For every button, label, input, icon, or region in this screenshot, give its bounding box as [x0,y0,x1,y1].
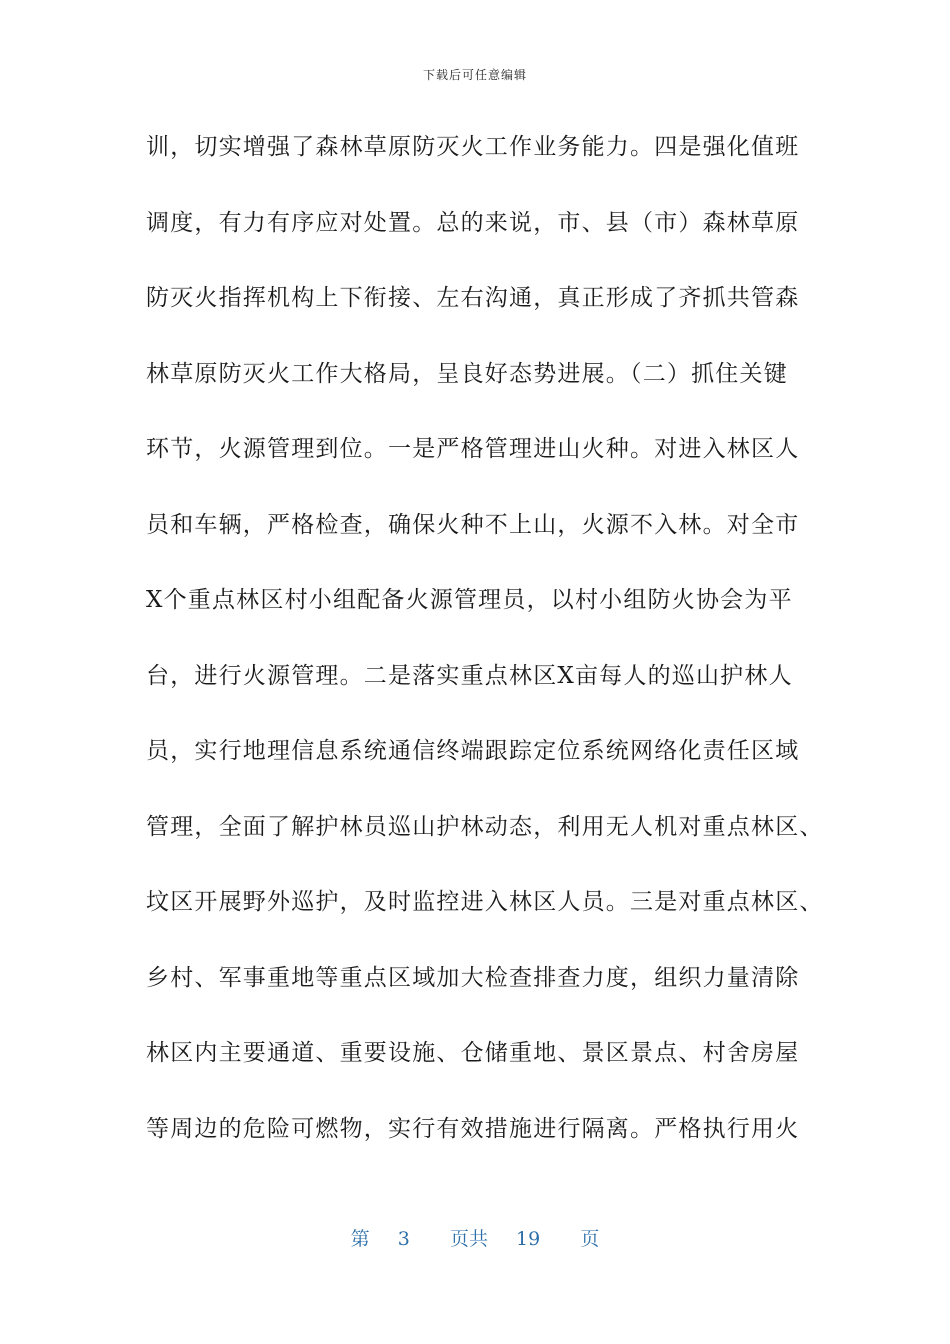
page-footer [0,1224,950,1251]
text-line-3: 防灭火指挥机构上下衔接、左右沟通，真正形成了齐抓共管森 [146,285,800,311]
text-line-6: 员和车辆，严格检查，确保火种不上山，火源不入林。对全市 [146,511,800,538]
footer-total-pages: 19 [516,1228,541,1250]
text-line-2: 调度，有力有序应对处置。总的来说，市、县（市）森林草原 [146,209,800,236]
text-line-9: 员，实行地理信息系统通信终端跟踪定位系统网络化责任区域 [146,738,800,764]
text-line-13: 林区内主要通道、重要设施、仓储重地、景区景点、村舍房屋 [146,1040,800,1066]
text-line-4: 林草原防灭火工作大格局，呈良好态势进展。（二）抓住关键 [146,360,788,387]
text-line-5: 环节，火源管理到位。一是严格管理进山火种。对进入林区人 [146,436,800,462]
footer-current-page: 3 [397,1228,410,1250]
text-line-8: 台，进行火源管理。二是落实重点林区X亩每人的巡山护林人 [146,662,793,689]
text-line-14: 等周边的危险可燃物，实行有效措施进行隔离。严格执行用火 [146,1115,800,1142]
page-header-note: 下载后可任意编辑 [422,68,527,82]
footer-prefix: 第 [350,1228,370,1250]
footer-suffix: 页 [580,1228,600,1250]
text-line-11: 坟区开展野外巡护，及时监控进入林区人员。三是对重点林区、 [146,889,824,915]
body-text [146,120,824,1177]
text-line-10: 管理，全面了解护林员巡山护林动态，利用无人机对重点林区、 [146,813,824,840]
text-line-12: 乡村、军事重地等重点区域加大检查排查力度，组织力量清除 [146,964,800,991]
text-line-7: X个重点林区村小组配备火源管理员，以村小组防火协会为平 [146,587,793,613]
footer-middle: 页共 [449,1228,488,1250]
text-line-1: 训，切实增强了森林草原防灭火工作业务能力。四是强化值班 [146,134,800,160]
